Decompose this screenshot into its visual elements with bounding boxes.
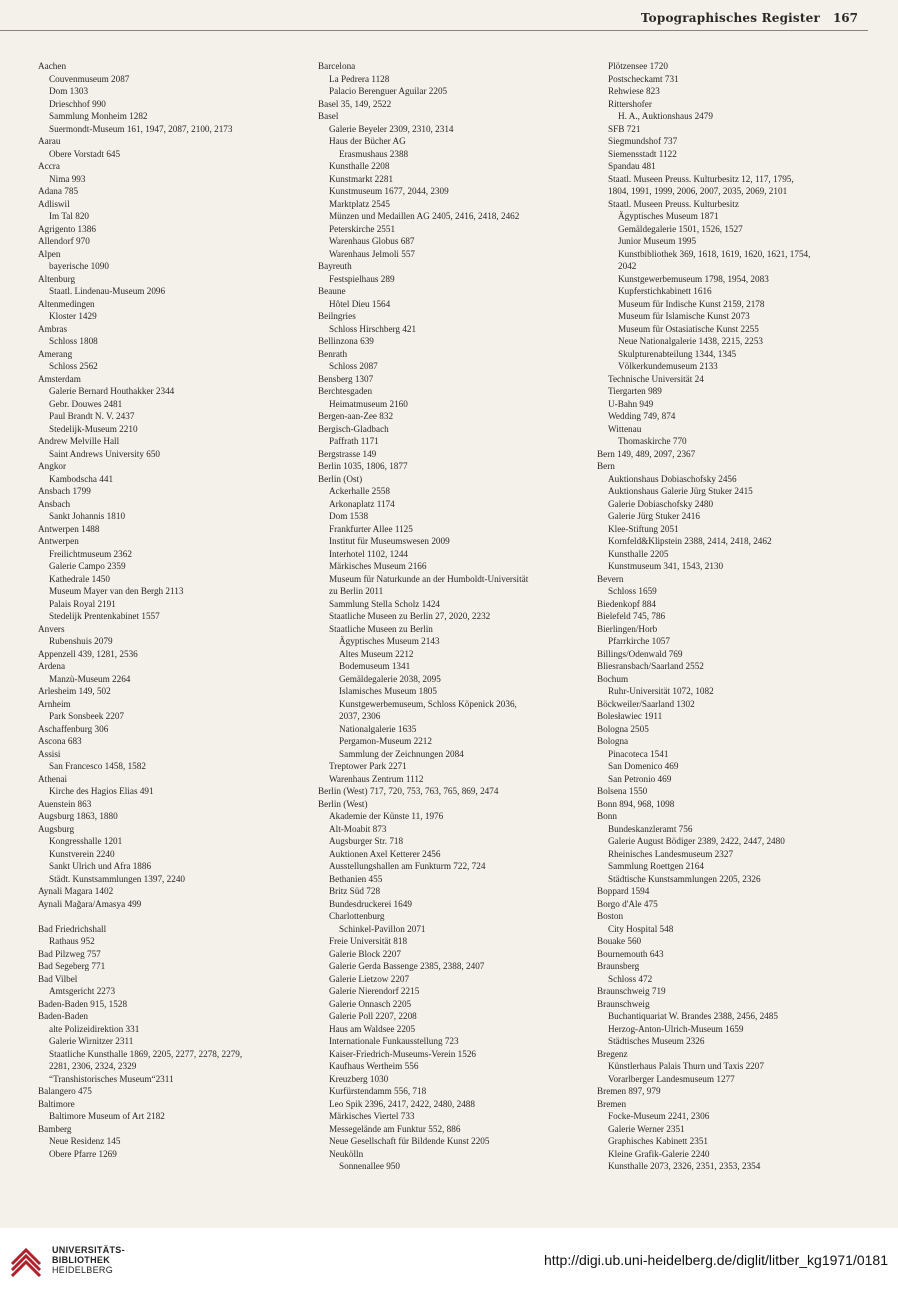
index-subentry: Bundeskanzleramt 756 [608, 823, 693, 834]
index-entry: Bournemouth 643 [597, 948, 664, 959]
section-gap [38, 910, 303, 923]
index-subentry: Schinkel-Pavillon 2071 [339, 923, 426, 934]
index-entry: Angkor [38, 461, 67, 471]
index-entry: Bonn 894, 968, 1098 [597, 798, 675, 809]
index-subentry: Bodemuseum 1341 [339, 661, 411, 671]
index-entry: Bamberg [38, 1123, 72, 1134]
index-entry: Appenzell 439, 1281, 2536 [38, 648, 138, 659]
index-subentry: Schloss 472 [608, 973, 653, 984]
index-entry: Ascona 683 [38, 736, 82, 746]
index-subentry: Wedding 749, 874 [608, 411, 676, 421]
index-subentry: Treptower Park 2271 [329, 761, 407, 771]
index-subentry: Frankfurter Allee 1125 [329, 523, 413, 534]
index-entry: Bern [597, 461, 615, 471]
index-entry: Beilngries [318, 311, 356, 321]
index-entry: Antwerpen 1488 [38, 523, 100, 534]
index-subentry: Auktionshaus Galerie Jürg Stuker 2415 [608, 486, 753, 496]
index-subentry: Märkisches Museum 2166 [329, 561, 427, 571]
index-entry: Athenai [38, 773, 68, 784]
index-subentry: Skulpturenabteilung 1344, 1345 [618, 348, 737, 359]
index-entry: Ansbach 1799 [38, 486, 91, 496]
index-entry: Barcelona [318, 61, 356, 71]
index-subentry: San Petronio 469 [608, 773, 672, 784]
index-entry: Bouake 560 [597, 936, 642, 946]
index-subentry: Warenhaus Jelmoli 557 [329, 248, 416, 259]
index-column-1 [38, 60, 303, 1160]
index-entry: Accra [38, 161, 60, 171]
index-subentry: Städtisches Museum 2326 [608, 1036, 705, 1046]
index-entry: Bologna [597, 736, 629, 746]
index-entry: Aynali Mağara/Amasya 499 [38, 898, 142, 909]
index-subentry: Palais Royal 2191 [49, 598, 116, 609]
index-entry: Bayreuth [318, 261, 352, 271]
index-subentry: San Domenico 469 [608, 761, 679, 771]
index-entry: Adana 785 [38, 186, 79, 196]
index-subentry: Hôtel Dieu 1564 [329, 298, 391, 309]
index-subentry: Freie Universität 818 [329, 936, 408, 946]
index-subentry: Neue Nationalgalerie 1438, 2215, 2253 [618, 336, 763, 346]
index-subentry: Kaiser-Friedrich-Museums-Verein 1526 [329, 1048, 477, 1059]
index-subentry: Thomaskirche 770 [618, 436, 687, 446]
index-entry: Bolsena 1550 [597, 786, 648, 796]
index-subentry: Galerie Jürg Stuker 2416 [608, 511, 700, 521]
index-subentry: Sammlung der Zeichnungen 2084 [339, 748, 464, 759]
index-entry: Baltimore [38, 1098, 75, 1109]
index-entry: Bliesransbach/Saarland 2552 [597, 661, 704, 671]
index-subentry: Künstlerhaus Palais Thurn und Taxis 2207 [608, 1061, 764, 1071]
index-entry: Aarau [38, 136, 61, 146]
index-subentry: Spandau 481 [608, 161, 656, 171]
index-subentry: Paul Brandt N. V. 2437 [49, 411, 135, 421]
index-subentry: Rubenshuis 2079 [49, 636, 113, 646]
index-subentry: Galerie Campo 2359 [49, 561, 126, 571]
index-entry: Bonn [597, 811, 617, 821]
index-subentry: Ägyptisches Museum 2143 [339, 636, 440, 646]
index-subentry: Kunstgewerbemuseum, Schloss Köpenick 2036, [339, 698, 517, 709]
index-entry: Baden-Baden 915, 1528 [38, 998, 128, 1009]
index-subentry: Kirche des Hagios Elias 491 [49, 786, 154, 796]
index-entry: Anvers [38, 623, 65, 634]
index-subentry: Neue Gesellschaft für Bildende Kunst 2205 [329, 1136, 490, 1146]
index-entry: Adliswil [38, 198, 70, 209]
index-subentry: 2037, 2306 [339, 711, 381, 721]
index-entry: Ardena [38, 661, 66, 671]
page-number: 167 [832, 11, 858, 25]
index-entry: Braunsberg [597, 961, 640, 971]
index-subentry: Kunstmuseum 1677, 2044, 2309 [329, 186, 449, 196]
index-subentry: Kunstmarkt 2281 [329, 173, 394, 184]
index-entry: Bierlingen/Horb [597, 623, 658, 634]
index-subentry: Sankt Johannis 1810 [49, 511, 126, 521]
index-entry: Braunschweig [597, 998, 650, 1009]
index-subentry: Junior Museum 1995 [618, 236, 697, 246]
index-subentry: Rittershofer [608, 98, 652, 109]
index-entry: Arnheim [38, 698, 71, 709]
index-subentry: Augsburger Str. 718 [329, 836, 404, 846]
index-subentry: Galerie August Bödiger 2389, 2422, 2447, 2480 [608, 836, 785, 846]
index-subentry: Heimatmuseum 2160 [329, 398, 408, 409]
index-subentry: Kunstverein 2240 [49, 848, 115, 859]
index-subentry: Haus am Waldsee 2205 [329, 1023, 416, 1034]
index-subentry: Bundesdruckerei 1649 [329, 898, 412, 909]
index-subentry: Herzog-Anton-Ulrich-Museum 1659 [608, 1023, 744, 1034]
index-subentry: Peterskirche 2551 [329, 223, 396, 234]
index-entry: Arlesheim 149, 502 [38, 686, 111, 696]
index-subentry: Kunsthalle 2208 [329, 161, 390, 171]
index-subentry: Tiergarten 989 [608, 386, 662, 396]
index-subentry: Amtsgericht 2273 [49, 986, 116, 996]
logo-line-2: BIBLIOTHEK [52, 1255, 110, 1265]
index-subentry: Warenhaus Globus 687 [329, 236, 415, 246]
index-subentry: Sammlung Roettgen 2164 [608, 861, 704, 871]
index-entry: Amerang [38, 348, 73, 359]
index-subentry: Klee-Stiftung 2051 [608, 523, 679, 534]
index-subentry: Kurfürstendamm 556, 718 [329, 1086, 427, 1096]
index-subentry: Staatliche Museen zu Berlin 27, 2020, 2232 [329, 611, 491, 621]
index-subentry: Museum für Ostasiatische Kunst 2255 [618, 323, 759, 334]
index-entry: Amsterdam [38, 373, 81, 384]
index-entry: Bad Segeberg 771 [38, 961, 106, 971]
index-subentry: Galerie Block 2207 [329, 948, 401, 959]
index-subentry: Erasmushaus 2388 [339, 148, 409, 159]
index-subentry: 2042 [618, 261, 637, 271]
index-subentry: H. A., Auktionshaus 2479 [618, 111, 713, 121]
index-subentry: Rehwiese 823 [608, 86, 660, 96]
index-subentry: Graphisches Kabinett 2351 [608, 1136, 709, 1146]
index-subentry: Auktionshaus Dobiaschofsky 2456 [608, 473, 737, 484]
index-subentry: Städt. Kunstsammlungen 1397, 2240 [49, 873, 186, 884]
index-entry: Boppard 1594 [597, 886, 650, 896]
index-subentry: Alt-Moabit 873 [329, 823, 387, 834]
index-subentry: Kunstgewerbemuseum 1798, 1954, 2083 [618, 273, 769, 284]
index-subentry: Staatl. Museen Preuss. Kulturbesitz 12, 117, 1795, [608, 173, 794, 184]
index-entry: Berlin 1035, 1806, 1877 [318, 461, 408, 471]
index-subentry: Galerie Onnasch 2205 [329, 998, 412, 1009]
header-title: Topographisches Register [640, 11, 820, 25]
index-subentry: Kreuzberg 1030 [329, 1073, 389, 1084]
index-entry: Berlin (Ost) [318, 473, 363, 484]
footer-bar [0, 1228, 898, 1292]
index-entry: Auenstein 863 [38, 798, 92, 809]
source-url-link[interactable]: http://digi.ub.uni-heidelberg.de/diglit/litber_kg1971/0181 [543, 1252, 888, 1268]
index-entry: Basel 35, 149, 2522 [318, 98, 392, 109]
index-subentry: Haus der Bücher AG [329, 136, 406, 146]
index-subentry: zu Berlin 2011 [329, 586, 384, 596]
index-subentry: Nima 993 [49, 173, 86, 184]
index-subentry: Couvenmuseum 2087 [49, 73, 130, 84]
index-subentry: Suermondt-Museum 161, 1947, 2087, 2100, 2173 [49, 123, 233, 134]
index-entry: Altenmedingen [38, 298, 95, 309]
index-subentry: Kunstbibliothek 369, 1618, 1619, 1620, 1621, 1754, [618, 248, 811, 259]
index-subentry: Kathedrale 1450 [49, 573, 110, 584]
index-subentry: Städtische Kunstsammlungen 2205, 2326 [608, 873, 761, 884]
index-subentry: Obere Vorstadt 645 [49, 148, 121, 159]
index-subentry: Schloss 2087 [329, 361, 378, 371]
index-subentry: Galerie Poll 2207, 2208 [329, 1011, 417, 1021]
index-subentry: bayerische 1090 [49, 261, 109, 271]
index-subentry: Museum für Islamische Kunst 2073 [618, 311, 750, 321]
index-entry: Biedenkopf 884 [597, 598, 656, 609]
index-subentry: Münzen und Medaillen AG 2405, 2416, 2418, 2462 [329, 211, 520, 221]
index-subentry: Kunstmuseum 341, 1543, 2130 [608, 561, 724, 571]
index-subentry: Charlottenburg [329, 911, 385, 921]
index-subentry: Kunsthalle 2073, 2326, 2351, 2353, 2354 [608, 1161, 761, 1171]
index-subentry: U-Bahn 949 [608, 398, 654, 409]
index-subentry: Dom 1303 [49, 86, 89, 96]
index-entry: Boston [597, 911, 624, 921]
index-subentry: Rheinisches Landesmuseum 2327 [608, 848, 734, 859]
index-subentry: Neukölln [329, 1148, 364, 1159]
index-subentry: Ausstellungshallen am Funkturm 722, 724 [329, 861, 486, 871]
index-subentry: Ägyptisches Museum 1871 [618, 211, 719, 221]
index-entry: Augsburg [38, 823, 75, 834]
index-entry: Billings/Odenwald 769 [597, 648, 683, 659]
index-subentry: Leo Spik 2396, 2417, 2422, 2480, 2488 [329, 1098, 475, 1109]
index-column-2 [318, 60, 600, 1173]
index-subentry: Drieschhof 990 [49, 98, 106, 109]
index-subentry: Ruhr-Universität 1072, 1082 [608, 686, 714, 696]
index-subentry: 2281, 2306, 2324, 2329 [49, 1061, 137, 1071]
index-entry: Berchtesgaden [318, 386, 373, 396]
index-subentry: Buchantiquariat W. Brandes 2388, 2456, 2485 [608, 1011, 778, 1021]
index-subentry: Focke-Museum 2241, 2306 [608, 1111, 710, 1121]
index-subentry: Galerie Gerda Bassenge 2385, 2388, 2407 [329, 961, 485, 971]
index-subentry: Völkerkundemuseum 2133 [618, 361, 718, 371]
index-entry: Baden-Baden [38, 1011, 89, 1021]
index-entry: Bad Vilbel [38, 973, 78, 984]
index-subentry: Postscheckamt 731 [608, 73, 679, 84]
index-entry: Aachen [38, 61, 67, 71]
index-subentry: Kornfeld&Klipstein 2388, 2414, 2418, 2462 [608, 536, 772, 546]
index-subentry: Schloss 1659 [608, 586, 657, 596]
index-subentry: Pinacoteca 1541 [608, 748, 669, 759]
index-subentry: Gemäldegalerie 1501, 1526, 1527 [618, 223, 743, 234]
index-subentry: Staatliche Kunsthalle 1869, 2205, 2277, 2278, 2279, [49, 1048, 243, 1059]
index-subentry: Im Tal 820 [49, 211, 90, 221]
index-subentry: Galerie Wirnitzer 2311 [49, 1036, 134, 1046]
index-entry: Bad Pilzweg 757 [38, 948, 101, 959]
index-entry: Assisi [38, 748, 61, 759]
index-subentry: Internationale Funkausstellung 723 [329, 1036, 459, 1046]
index-subentry: Gebr. Douwes 2481 [49, 398, 123, 409]
index-entry: Bad Friedrichshall [38, 923, 107, 934]
index-entry: Bregenz [597, 1048, 628, 1059]
index-subentry: Freilichtmuseum 2362 [49, 548, 132, 559]
index-subentry: SFB 721 [608, 123, 641, 134]
index-subentry: Messegelände am Funktur 552, 886 [329, 1123, 461, 1134]
logo-line-1: UNIVERSITÄTS- [52, 1245, 125, 1255]
index-subentry: Sammlung Stella Scholz 1424 [329, 598, 441, 609]
index-subentry: Kloster 1429 [49, 311, 97, 321]
index-entry: Borgo d'Ale 475 [597, 898, 658, 909]
index-subentry: Museum für Naturkunde an der Humboldt-Universität [329, 573, 529, 584]
index-subentry: Dom 1538 [329, 511, 369, 521]
index-subentry: Vorarlberger Landesmuseum 1277 [608, 1073, 735, 1084]
index-entry: Augsburg 1863, 1880 [38, 811, 118, 821]
index-subentry: Galerie Lietzow 2207 [329, 973, 410, 984]
index-subentry: Schloss 2562 [49, 361, 98, 371]
index-entry: Beaune [318, 286, 346, 296]
index-subentry: Manzù-Museum 2264 [49, 673, 131, 684]
index-subentry: 1804, 1991, 1999, 2006, 2007, 2035, 2069, 2101 [608, 186, 788, 196]
index-entry: Böckweiler/Saarland 1302 [597, 698, 695, 709]
index-subentry: Auktionen Axel Ketterer 2456 [329, 848, 441, 859]
index-subentry: Galerie Beyeler 2309, 2310, 2314 [329, 123, 454, 134]
index-subentry: San Francesco 1458, 1582 [49, 761, 146, 771]
index-subentry: Interhotel 1102, 1244 [329, 548, 409, 559]
index-entry: Allendorf 970 [38, 236, 90, 246]
index-entry: Antwerpen [38, 536, 79, 546]
index-entry: Alpen [38, 248, 61, 259]
index-entry: Aschaffenburg 306 [38, 723, 109, 734]
index-subentry: Kaufhaus Wertheim 556 [329, 1061, 419, 1071]
index-subentry: Siemensstadt 1122 [608, 148, 677, 159]
index-subentry: Museum für Indische Kunst 2159, 2178 [618, 298, 765, 309]
page-header [0, 8, 868, 31]
index-entry: Braunschweig 719 [597, 986, 666, 996]
index-entry: Altenburg [38, 273, 76, 284]
index-subentry: Schloss Hirschberg 421 [329, 323, 417, 334]
index-entry: Bergisch-Gladbach [318, 423, 389, 434]
index-subentry: Gemäldegalerie 2038, 2095 [339, 673, 441, 684]
index-subentry: Stedelijk-Museum 2210 [49, 423, 138, 434]
index-entry: Bochum [597, 673, 629, 684]
index-subentry: Kambodscha 441 [49, 473, 114, 484]
index-subentry: Kongresshalle 1201 [49, 836, 123, 846]
index-entry: Andrew Melville Hall [38, 436, 120, 446]
index-subentry: Palacio Berenguer Aguilar 2205 [329, 86, 448, 96]
index-subentry: Galerie Bernard Houthakker 2344 [49, 386, 175, 396]
index-subentry: Museum Mayer van den Bergh 2113 [49, 586, 184, 596]
index-entry: Bevern [597, 573, 624, 584]
library-logo-text [52, 1245, 125, 1275]
index-subentry: Bethanien 455 [329, 873, 383, 884]
index-subentry: Nationalgalerie 1635 [339, 723, 417, 734]
index-subentry: Siegmundshof 737 [608, 136, 678, 146]
index-entry: Agrigento 1386 [38, 223, 96, 234]
index-subentry: Sankt Ulrich und Afra 1886 [49, 861, 152, 871]
library-logo-icon [8, 1236, 48, 1284]
index-subentry: Neue Residenz 145 [49, 1136, 121, 1146]
index-entry: Benrath [318, 348, 348, 359]
index-subentry: Paffrath 1171 [329, 436, 379, 446]
index-subentry: Institut für Museumswesen 2009 [329, 536, 450, 546]
index-subentry: Arkonaplatz 1174 [329, 498, 395, 509]
index-entry: Ambras [38, 323, 68, 334]
index-subentry: Schloss 1808 [49, 336, 98, 346]
index-entry: Ansbach [38, 498, 71, 509]
index-entry: Bolesławiec 1911 [597, 711, 663, 721]
index-column-3 [597, 60, 887, 1173]
index-subentry: Obere Pfarre 1269 [49, 1148, 117, 1159]
index-subentry: La Pedrera 1128 [329, 73, 390, 84]
index-subentry: Stedelijk Prentenkabinet 1557 [49, 611, 160, 621]
index-subentry: Technische Universität 24 [608, 373, 704, 384]
index-entry: Bergen-aan-Zee 832 [318, 411, 394, 421]
index-subentry: Plötzensee 1720 [608, 61, 668, 71]
index-subentry: Pfarrkirche 1057 [608, 636, 670, 646]
index-subentry: Marktplatz 2545 [329, 198, 390, 209]
index-subentry: Kunsthalle 2205 [608, 548, 669, 559]
index-subentry: Altes Museum 2212 [339, 648, 414, 659]
index-entry: Bologna 2505 [597, 723, 649, 734]
index-entry: Bielefeld 745, 786 [597, 611, 666, 621]
index-entry: Berlin (West) 717, 720, 753, 763, 765, 869, 2474 [318, 786, 499, 796]
index-entry: Bellinzona 639 [318, 336, 374, 346]
index-subentry: Britz Süd 728 [329, 886, 381, 896]
index-subentry: Staatl. Lindenau-Museum 2096 [49, 286, 166, 296]
index-subentry: alte Polizeidirektion 331 [49, 1023, 140, 1034]
index-subentry: Märkisches Viertel 733 [329, 1111, 415, 1121]
index-subentry: Pergamon-Museum 2212 [339, 736, 432, 746]
index-entry: Bremen 897, 979 [597, 1086, 661, 1096]
index-subentry: Staatl. Museen Preuss. Kulturbesitz [608, 198, 739, 209]
index-subentry: Saint Andrews University 650 [49, 448, 161, 459]
index-subentry: Islamisches Museum 1805 [339, 686, 437, 696]
index-subentry: Baltimore Museum of Art 2182 [49, 1111, 165, 1121]
index-subentry: Wittenau [608, 423, 642, 434]
index-subentry: Ackerhalle 2558 [329, 486, 390, 496]
index-subentry: Galerie Werner 2351 [608, 1123, 685, 1134]
index-entry: Berlin (West) [318, 798, 368, 809]
index-subentry: Festspielhaus 289 [329, 273, 395, 284]
index-subentry: Kleine Grafik-Galerie 2240 [608, 1148, 710, 1159]
index-subentry: Staatliche Museen zu Berlin [329, 623, 433, 634]
index-subentry: Rathaus 952 [49, 936, 95, 946]
index-entry: Bremen [597, 1098, 627, 1109]
index-subentry: Warenhaus Zentrum 1112 [329, 773, 424, 784]
index-entry: Bensberg 1307 [318, 373, 374, 384]
index-subentry: Park Sonsbeek 2207 [49, 711, 125, 721]
index-subentry: Sonnenallee 950 [339, 1161, 400, 1171]
index-subentry: “Transhistorisches Museum“2311 [49, 1073, 174, 1084]
index-entry: Balangero 475 [38, 1086, 92, 1096]
index-subentry: Kupferstichkabinett 1616 [618, 286, 712, 296]
index-entry: Basel [318, 111, 339, 121]
index-entry: Aynali Magara 1402 [38, 886, 114, 896]
index-subentry: Akademie der Künste 11, 1976 [329, 811, 444, 821]
index-subentry: Galerie Dobiaschofsky 2480 [608, 498, 714, 509]
index-entry: Bern 149, 489, 2097, 2367 [597, 448, 696, 459]
index-subentry: City Hospital 548 [608, 923, 674, 934]
index-entry: Bergstrasse 149 [318, 448, 377, 459]
logo-line-3: HEIDELBERG [52, 1265, 114, 1275]
index-subentry: Sammlung Monheim 1282 [49, 111, 148, 121]
index-subentry: Galerie Nierendorf 2215 [329, 986, 420, 996]
